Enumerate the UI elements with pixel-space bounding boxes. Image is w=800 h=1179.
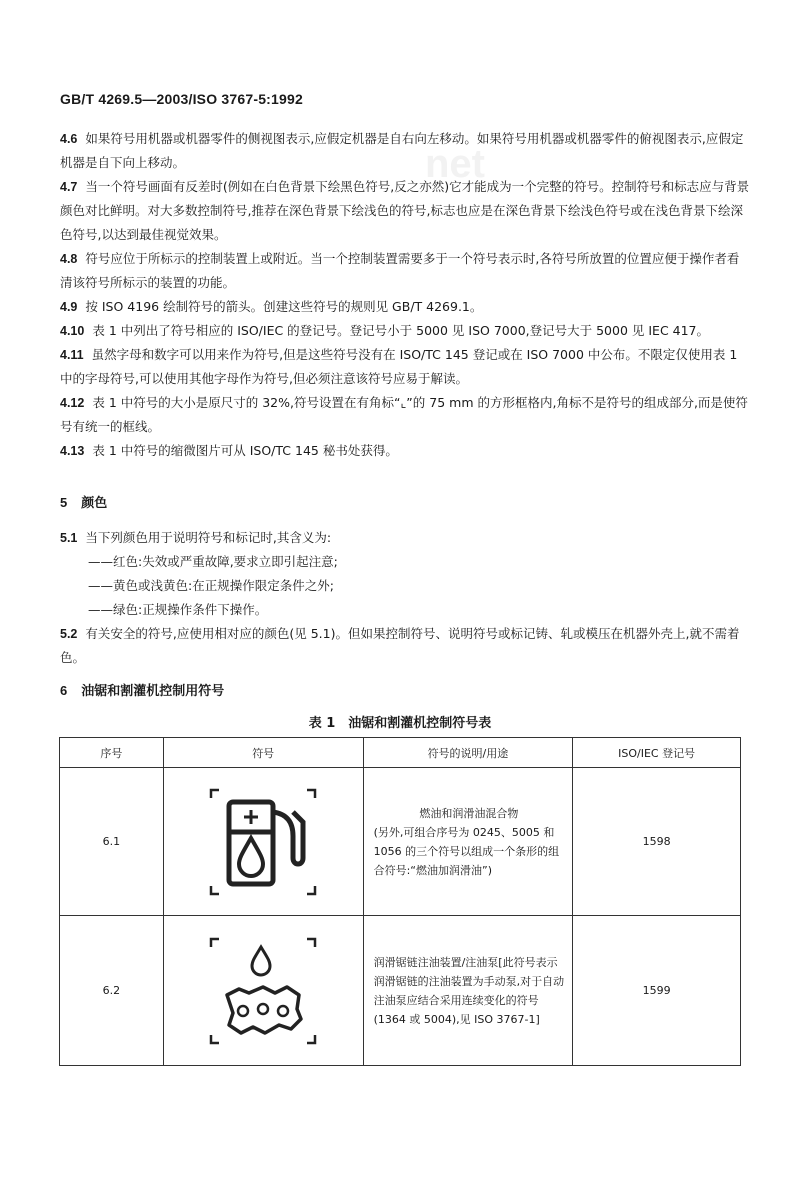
clause-text: 按 ISO 4196 绘制符号的箭头。创建这些符号的规则见 GB/T 4269.1。	[85, 299, 483, 314]
clause-text: 当一个符号画面有反差时(例如在白色背景下绘黑色符号,反之亦然)它才能成为一个完整的符号。控制符号和标志应与背景颜色对比鲜明。对大多数控制符号,推荐在深色背景下绘浅色的符号,标志也应是在深色背景下绘浅色符号或在浅色背景下绘深色符号,以达到最佳视觉效果。	[60, 179, 750, 242]
clause-text: 虽然字母和数字可以用来作为符号,但是这些符号没有在 ISO/TC 145 登记或在 ISO 7000 中公布。不限定仅使用表 1 中的字母符号,可以使用其他字母作为符号,但必须注意该符号应易于解读。	[60, 347, 738, 386]
column-header: 序号	[60, 738, 164, 768]
clause-number: 4.13	[60, 444, 85, 458]
table-header-row	[60, 738, 741, 768]
clause-text: 如果符号用机器或机器零件的侧视图表示,应假定机器是自右向左移动。如果符号用机器或机器零件的俯视图表示,应假定机器是自下向上移动。	[60, 131, 744, 170]
clause-text: 表 1 中符号的缩微图片可从 ISO/TC 145 秘书处获得。	[92, 443, 398, 458]
standard-header: GB/T 4269.5—2003/ISO 3767-5:1992	[60, 91, 303, 107]
chain-lubrication-drop-icon	[209, 937, 317, 1045]
row-number: 6.1	[60, 768, 164, 916]
clause-number: 4.8	[60, 252, 78, 266]
registration-number: 1598	[573, 768, 741, 916]
list-item: ——红色:失效或严重故障,要求立即引起注意;	[88, 554, 338, 569]
description-text: 润滑锯链注油装置/注油泵[此符号表示润滑锯链的注油装置为手动泵,对于自动注油泵应结合采用连续变化的符号(1364 或 5004),见 ISO 3767-1]	[373, 955, 565, 1026]
fuel-pump-oil-drop-icon	[209, 788, 317, 896]
clause-number: 4.10	[60, 324, 85, 338]
clause-4-6	[60, 127, 750, 175]
column-header: ISO/IEC 登记号	[573, 738, 741, 768]
section-6-heading	[60, 680, 224, 699]
column-header: 符号的说明/用途	[363, 738, 573, 768]
clause-number: 4.9	[60, 300, 78, 314]
clause-5-2	[60, 622, 750, 670]
clauses-5	[60, 526, 750, 670]
section-5-heading	[60, 492, 107, 511]
clause-text: 当下列颜色用于说明符号和标记时,其含义为:	[85, 530, 332, 545]
clause-number: 4.11	[60, 348, 84, 362]
clause-number: 4.6	[60, 132, 78, 146]
symbol-cell	[163, 768, 363, 916]
watermark: net	[425, 142, 485, 186]
section-number: 5	[60, 495, 68, 510]
clause-4-13	[60, 439, 750, 463]
list-item: ——绿色:正规操作条件下操作。	[88, 602, 268, 617]
clause-number: 5.2	[60, 627, 78, 641]
clause-4-10	[60, 319, 750, 343]
row-number: 6.2	[60, 916, 164, 1066]
description-text: (另外,可组合序号为 0245、5005 和 1056 的三个符号以组成一个条形的组合符号:“燃油加润滑油”)	[373, 825, 560, 877]
clause-4-11	[60, 343, 750, 391]
section-title: 油锯和割灌机控制用符号	[81, 684, 225, 699]
section-title: 颜色	[81, 496, 108, 511]
table-row	[60, 768, 741, 916]
clause-text: 符号应位于所标示的控制装置上或附近。当一个控制装置需要多于一个符号表示时,各符号所放置的位置应便于操作者看清该符号所标示的装置的功能。	[60, 251, 740, 290]
clause-number: 4.12	[60, 396, 85, 410]
clause-4-12	[60, 391, 750, 439]
clause-text: 有关安全的符号,应使用相对应的颜色(见 5.1)。但如果控制符号、说明符号或标记铸、轧或模压在机器外壳上,就不需着色。	[60, 626, 740, 665]
clauses-4	[60, 127, 750, 463]
clause-4-9	[60, 295, 750, 319]
symbol-table	[59, 737, 741, 1066]
column-header: 符号	[163, 738, 363, 768]
description-cell	[363, 916, 573, 1066]
list-item: ——黄色或浅黄色:在正规操作限定条件之外;	[88, 578, 334, 593]
section-number: 6	[60, 683, 68, 698]
clause-number: 4.7	[60, 180, 78, 194]
clause-number: 5.1	[60, 531, 78, 545]
symbol-cell	[163, 916, 363, 1066]
description-cell	[363, 768, 573, 916]
clause-4-8	[60, 247, 750, 295]
clause-4-7	[60, 175, 750, 247]
clause-text: 表 1 中列出了符号相应的 ISO/IEC 的登记号。登记号小于 5000 见 ISO 7000,登记号大于 5000 见 IEC 417。	[92, 323, 710, 338]
table-row	[60, 916, 741, 1066]
registration-number: 1599	[573, 916, 741, 1066]
clause-5-1	[60, 526, 750, 550]
clause-text: 表 1 中符号的大小是原尺寸的 32%,符号设置在有角标“⌞”的 75 mm 的方形框格内,角标不是符号的组成部分,而是使符号有统一的框线。	[60, 395, 748, 434]
table-title: 表 1 油锯和割灌机控制符号表	[308, 716, 492, 731]
description-title: 燃油和润滑油混合物	[419, 806, 519, 820]
